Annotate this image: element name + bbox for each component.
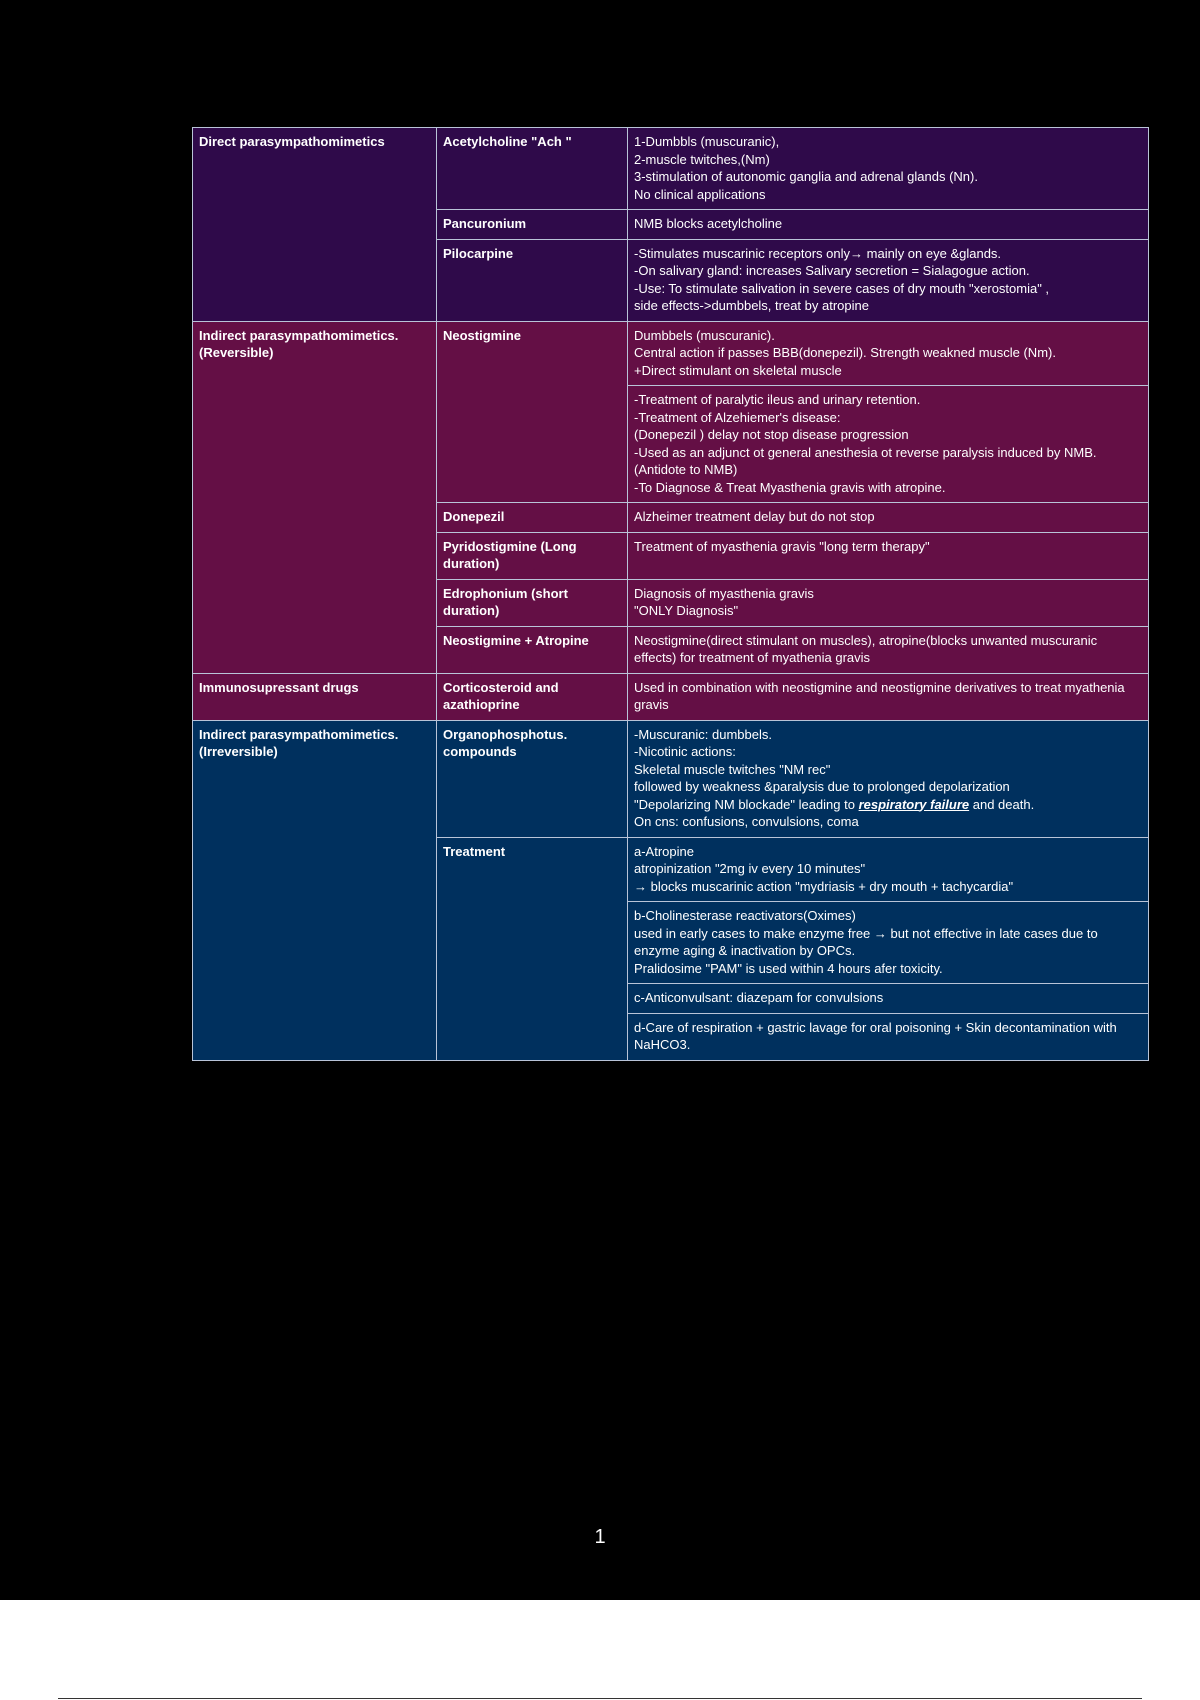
effect-cell: Neostigmine(direct stimulant on muscles), atropine(blocks unwanted muscuranic effects) for treatment of myathenia gravis	[628, 626, 1149, 673]
drug-cell: Donepezil	[437, 503, 628, 533]
effect-line: b-Cholinesterase reactivators(Oximes)	[634, 908, 856, 923]
effect-cell	[628, 579, 1149, 626]
effect-line: -Used as an adjunct ot general anesthesia ot reverse paralysis induced by NMB. (Antidote to NMB)	[634, 444, 1097, 477]
effect-line: Pralidosime "PAM" is used within 4 hours afer toxicity.	[634, 960, 943, 976]
effect-cell	[628, 720, 1149, 837]
drug-cell: Pyridostigmine (Long duration)	[437, 532, 628, 579]
effect-line: a-Atropine	[634, 843, 694, 859]
effect-line: (Donepezil ) delay not stop disease progression	[634, 427, 909, 442]
table-row	[193, 128, 1149, 210]
effect-cell	[628, 321, 1149, 386]
category-cell: Indirect parasympathomimetics. (Reversible)	[193, 321, 437, 673]
effect-line: Skeletal muscle twitches "NM rec"	[634, 761, 831, 777]
effect-cell: Alzheimer treatment delay but do not stop	[628, 503, 1149, 533]
category-cell: Indirect parasympathomimetics. (Irreversible)	[193, 720, 437, 1060]
drug-cell: Acetylcholine "Ach "	[437, 128, 628, 210]
effect-cell	[628, 902, 1149, 984]
effect-line: → blocks muscarinic action "mydriasis + dry mouth + tachycardia"	[634, 878, 1014, 894]
effect-line: 3-stimulation of autonomic ganglia and adrenal glands (Nn).	[634, 169, 978, 184]
effect-cell: NMB blocks acetylcholine	[628, 210, 1149, 240]
effect-text: and death.	[969, 796, 1035, 812]
effect-line: Central action if passes BBB(donepezil). Strength weakned muscle (Nm).	[634, 345, 1056, 360]
effect-line: side effects->dumbbels, treat by atropine	[634, 298, 869, 313]
table-row	[193, 720, 1149, 837]
effect-cell	[628, 128, 1149, 210]
effect-line: atropinization "2mg iv every 10 minutes"	[634, 861, 866, 876]
effect-line: -On salivary gland: increases Salivary secretion = Sialagogue action.	[634, 263, 1030, 278]
effect-cell	[628, 239, 1149, 321]
effect-line	[634, 796, 1142, 814]
page-number: 1	[594, 1526, 606, 1548]
effect-line: On cns: confusions, convulsions, coma	[634, 814, 859, 829]
footer-divider	[58, 1698, 1142, 1699]
drug-cell: Neostigmine	[437, 321, 628, 503]
effect-line: -Stimulates muscarinic receptors only→ mainly on eye &glands.	[634, 245, 1002, 261]
drug-cell: Pancuronium	[437, 210, 628, 240]
effect-line: -Nicotinic actions:	[634, 744, 736, 759]
category-cell: Immunosupressant drugs	[193, 673, 437, 720]
effect-line: -Treatment of paralytic ileus and urinary retention.	[634, 392, 921, 407]
emphasis-text: respiratory failure	[858, 796, 970, 812]
drug-cell: Neostigmine + Atropine	[437, 626, 628, 673]
drug-cell: Edrophonium (short duration)	[437, 579, 628, 626]
table-row	[193, 673, 1149, 720]
drug-cell: Pilocarpine	[437, 239, 628, 321]
drug-cell: Corticosteroid and azathioprine	[437, 673, 628, 720]
drug-table	[192, 127, 1149, 1061]
effect-line: 2-muscle twitches,(Nm)	[634, 151, 770, 167]
effect-line: -Treatment of Alzehiemer's disease:	[634, 409, 841, 425]
effect-line: "ONLY Diagnosis"	[634, 603, 739, 618]
effect-line: No clinical applications	[634, 186, 766, 202]
effect-cell	[628, 837, 1149, 902]
effect-cell: c-Anticonvulsant: diazepam for convulsions	[628, 984, 1149, 1014]
effect-line: followed by weakness &paralysis due to prolonged depolarization	[634, 779, 1010, 794]
effect-cell: d-Care of respiration + gastric lavage for oral poisoning + Skin decontamination with NaHCO3.	[628, 1013, 1149, 1060]
effect-line: 1-Dumbbls (muscuranic),	[634, 134, 780, 149]
category-cell: Direct parasympathomimetics	[193, 128, 437, 322]
effect-cell: Treatment of myasthenia gravis "long term therapy"	[628, 532, 1149, 579]
effect-line: Dumbbels (muscuranic).	[634, 327, 775, 343]
effect-line: +Direct stimulant on skeletal muscle	[634, 362, 842, 378]
effect-cell	[628, 386, 1149, 503]
drug-cell: Organophosphotus. compounds	[437, 720, 628, 837]
effect-line: -Muscuranic: dumbbels.	[634, 726, 772, 742]
effect-line: used in early cases to make enzyme free → but not effective in late cases due to enzyme aging & inactivation by OPCs.	[634, 925, 1098, 958]
effect-line: -Use: To stimulate salivation in severe cases of dry mouth "xerostomia" ,	[634, 280, 1050, 296]
effect-text: "Depolarizing NM blockade" leading to	[634, 796, 855, 812]
drug-cell: Treatment	[437, 837, 628, 1060]
table-row	[193, 321, 1149, 386]
effect-cell: Used in combination with neostigmine and neostigmine derivatives to treat myathenia gravis	[628, 673, 1149, 720]
effect-line: Diagnosis of myasthenia gravis	[634, 585, 814, 601]
effect-line: -To Diagnose & Treat Myasthenia gravis with atropine.	[634, 479, 946, 495]
